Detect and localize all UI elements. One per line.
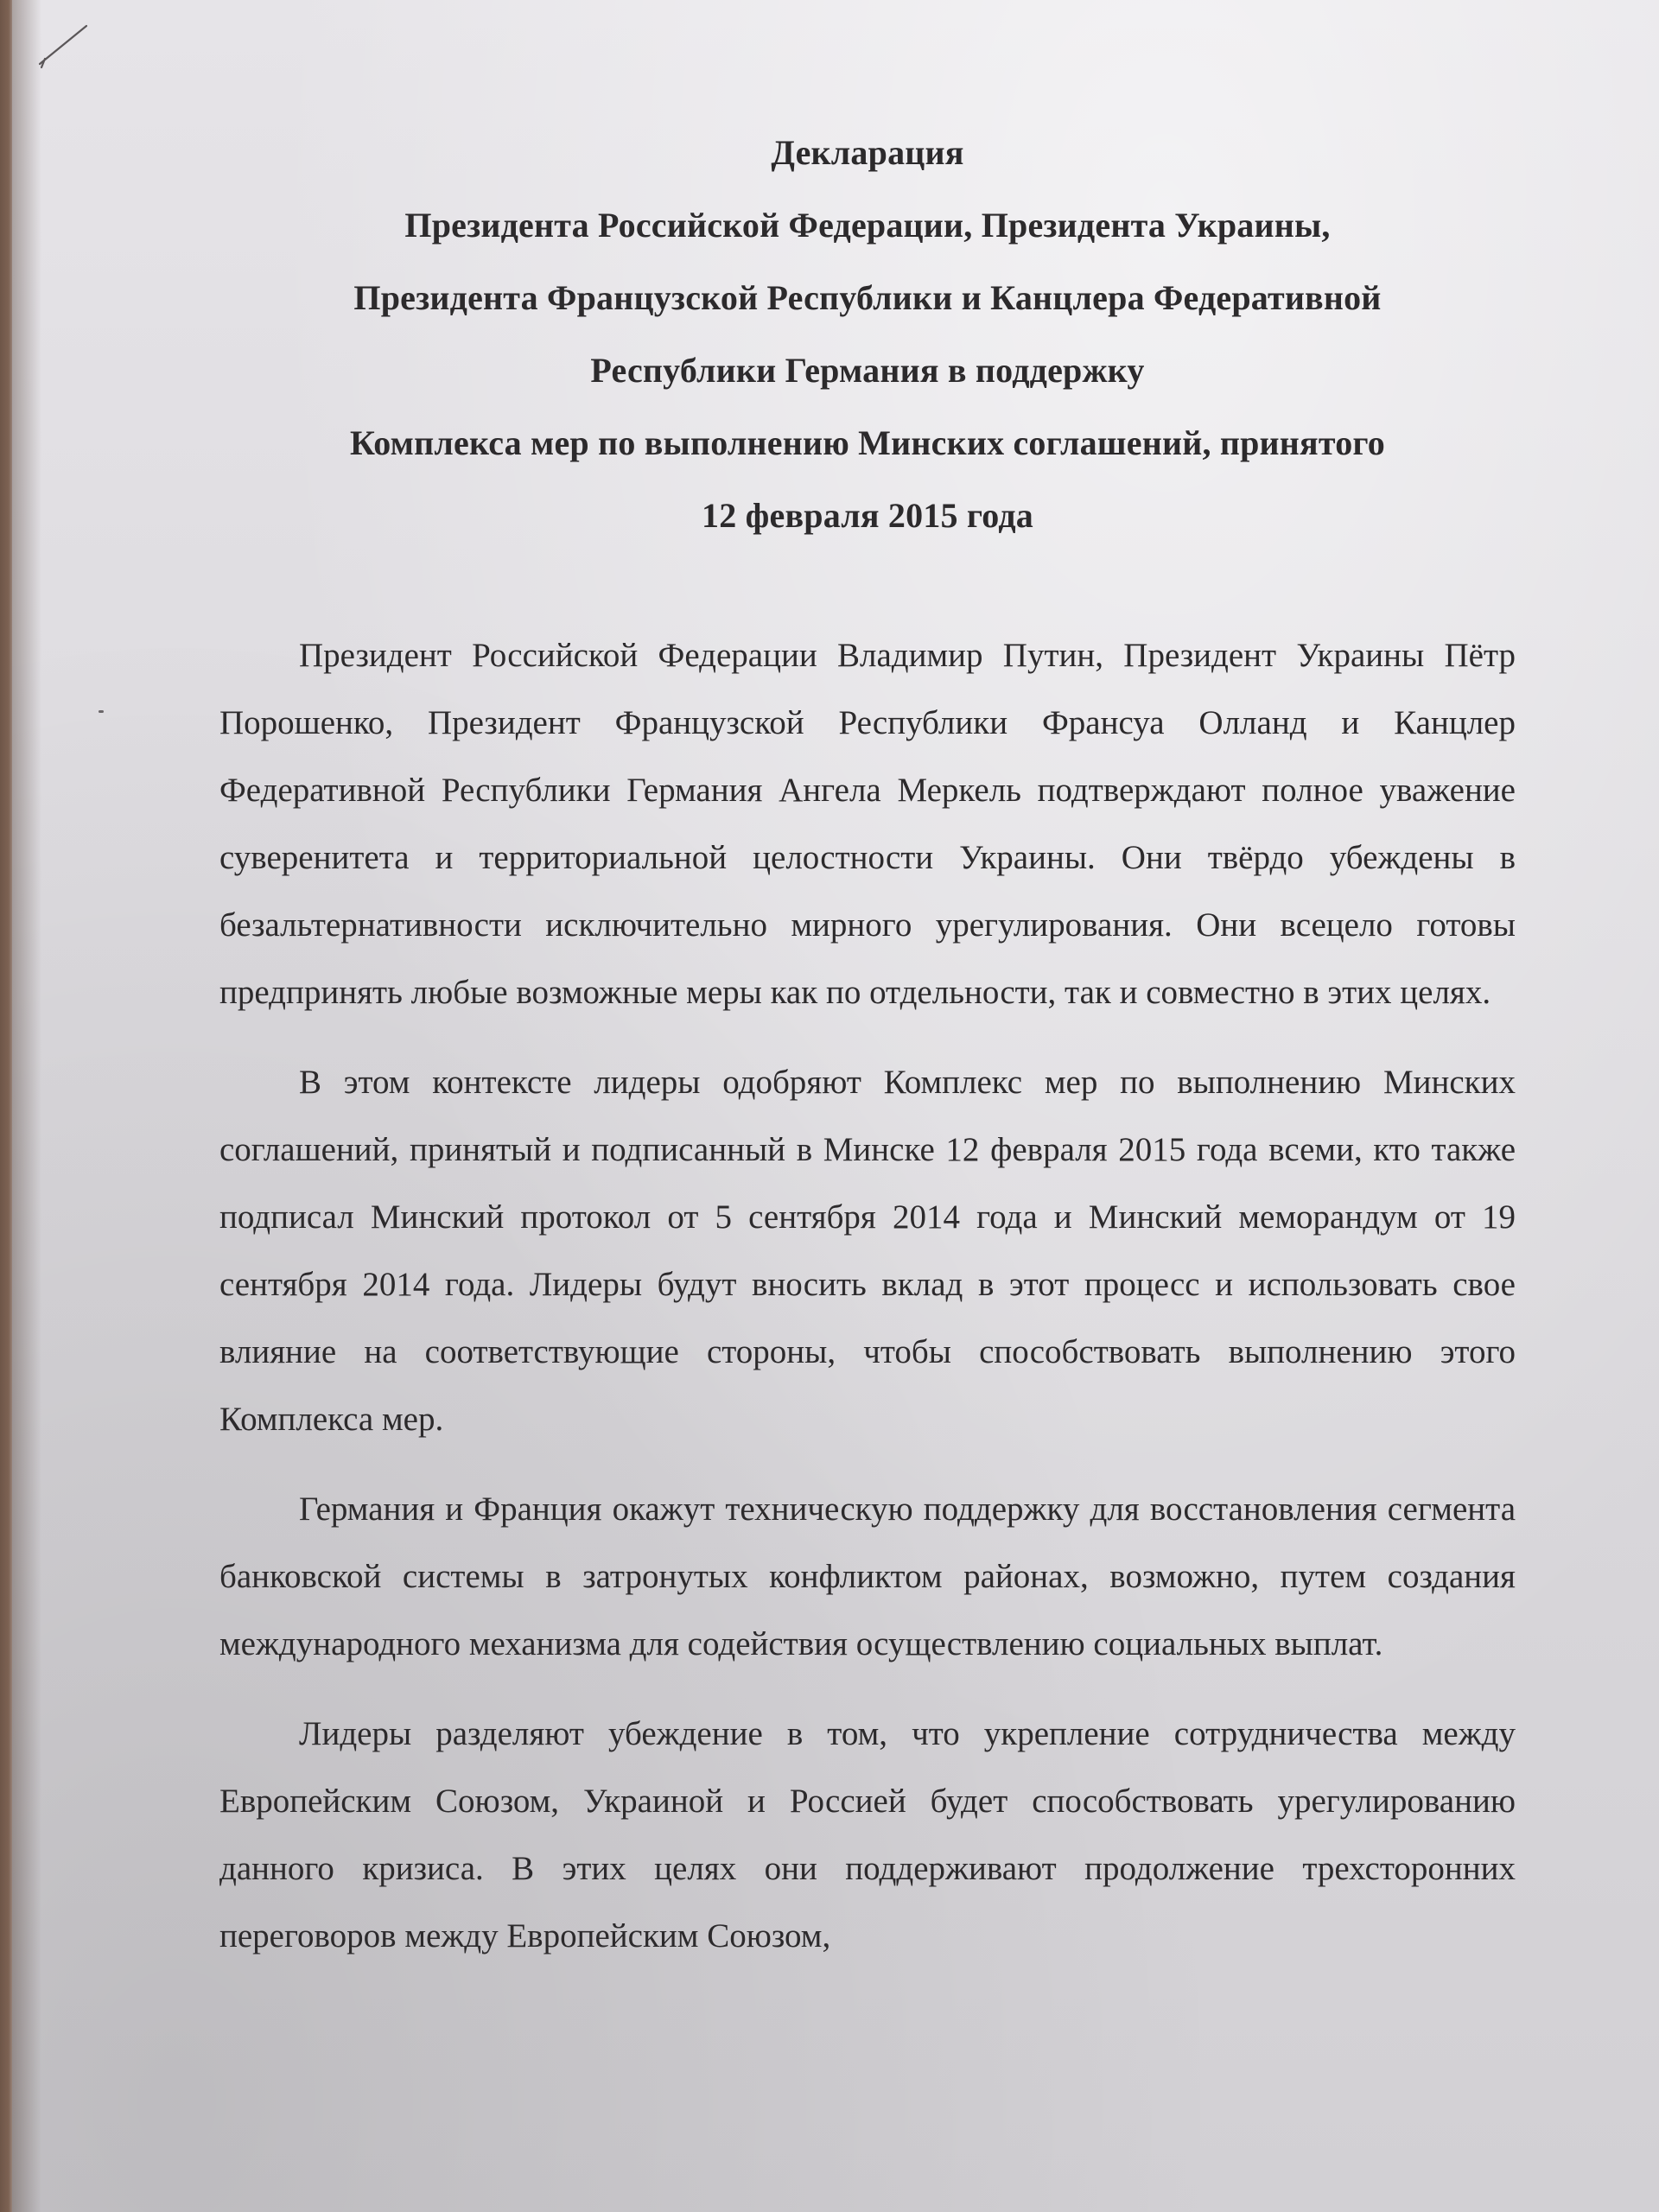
paragraph-4: Лидеры разделяют убеждение в том, что укрепление сотрудничества между Европейским Союзом, Украиной и Россией будет способствовать урегулированию данного кризиса. В этих целях они поддерживают продолжение трехсторонних переговоров между Европейским Союзом, (219, 1715, 1516, 1955)
title-line-1: Декларация (771, 133, 964, 172)
paragraph-3: Германия и Франция окажут техническую поддержку для восстановления сегмента банковской системы в затронутых конфликтом районах, возможно, путем создания международного механизма для содействия осуществлению социальных выплат. (219, 1491, 1516, 1662)
ink-dot (99, 710, 104, 713)
title-line-5: Комплекса мер по выполнению Минских соглашений, принятого (350, 423, 1385, 462)
declaration-body (219, 622, 1516, 1970)
title-line-3: Президента Французской Республики и Канцлера Федеративной (353, 278, 1382, 317)
pen-mark-icon (33, 5, 119, 74)
declaration-title (219, 117, 1516, 552)
page-edge-shadow (12, 0, 41, 2212)
title-line-6: 12 февраля 2015 года (702, 496, 1033, 535)
title-line-4: Республики Германия в поддержку (590, 351, 1145, 390)
paragraph-1: Президент Российской Федерации Владимир Путин, Президент Украины Пётр Порошенко, Президент Французской Республики Франсуа Олланд и Канцлер Федеративной Республики Германия Ангела Меркель подтверждают полное уважение суверенитета и территориальной целостности Украины. Они твёрдо убеждены в безальтернативности исключительно мирного урегулирования. Они всецело готовы предпринять любые возможные меры как по отдельности, так и совместно в этих целях. (219, 637, 1516, 1011)
paragraph-2: В этом контексте лидеры одобряют Комплекс мер по выполнению Минских соглашений, принятый и подписанный в Минске 12 февраля 2015 года всеми, кто также подписал Минский протокол от 5 сентября 2014 года и Минский меморандум от 19 сентября 2014 года. Лидеры будут вносить вклад в этот процесс и использовать свое влияние на соответствующие стороны, чтобы способствовать выполнению этого Комплекса мер. (219, 1064, 1516, 1438)
title-line-2: Президента Российской Федерации, Президента Украины, (404, 206, 1331, 245)
document-page (12, 0, 1659, 2212)
